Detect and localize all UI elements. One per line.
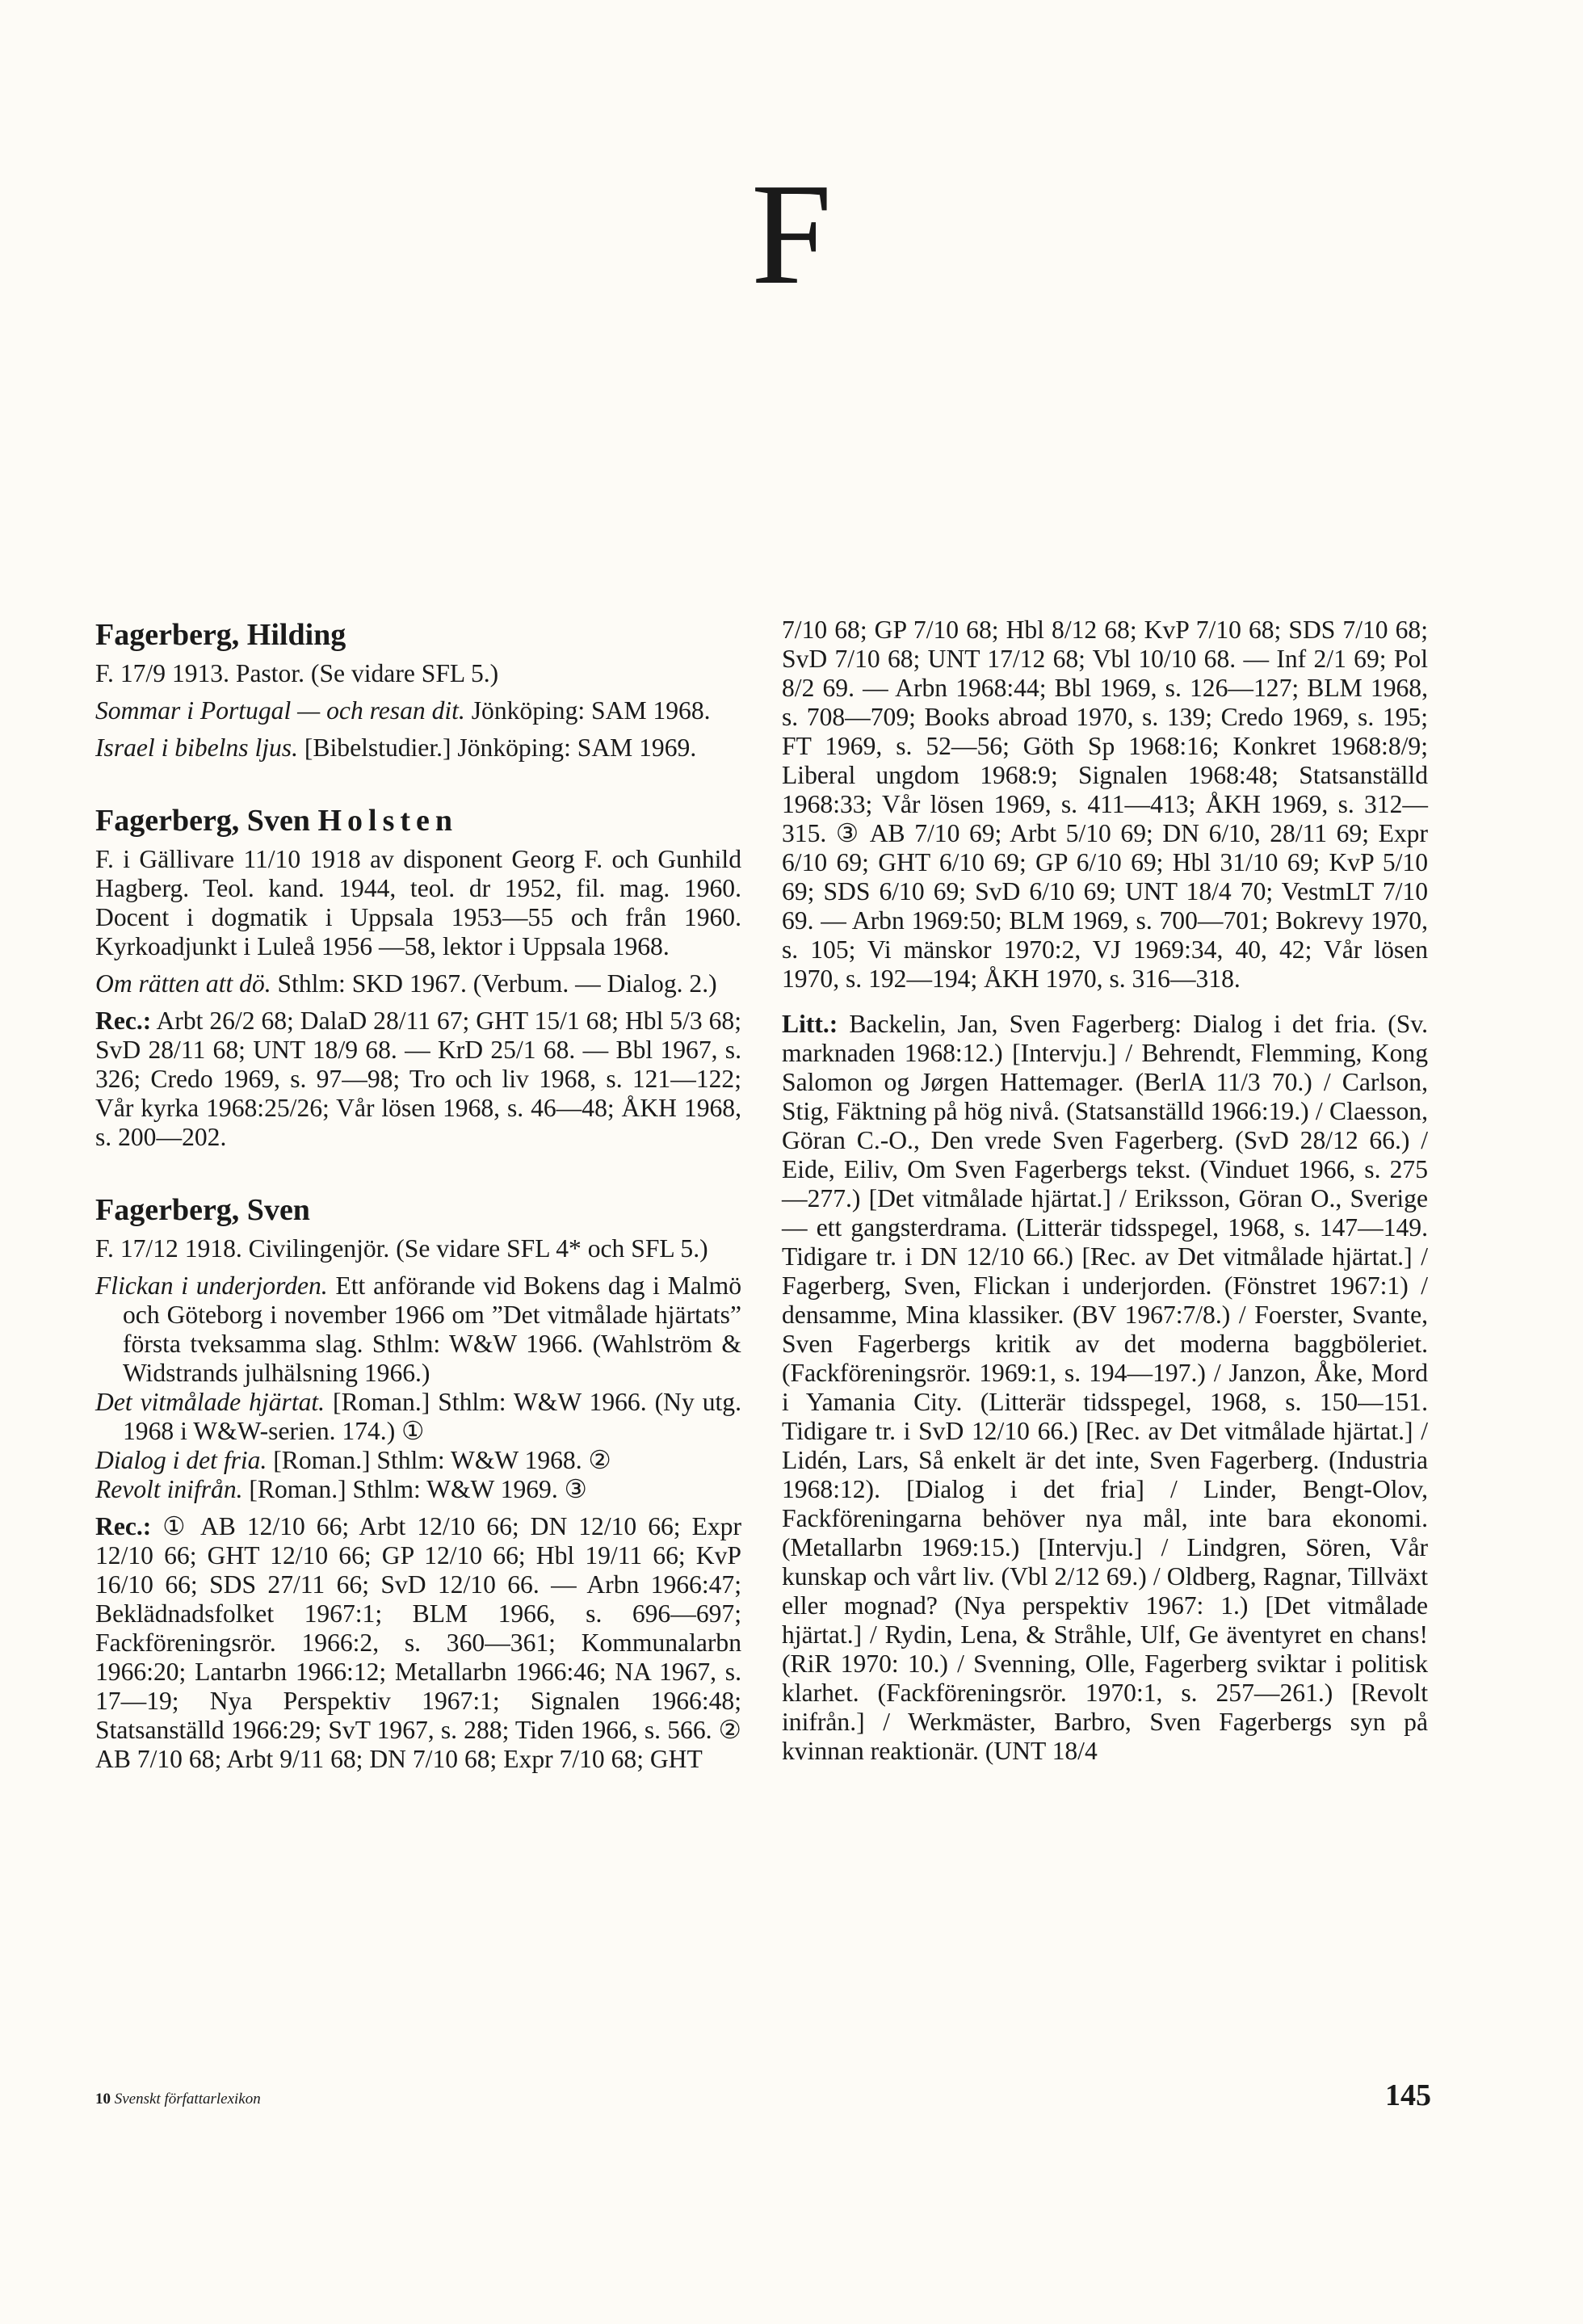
heading-main: Fagerberg, Sven bbox=[95, 804, 318, 838]
work-title: Dialog i det fria. bbox=[95, 1446, 267, 1474]
work-details: [Roman.] Sthlm: W&W 1969. ③ bbox=[242, 1475, 587, 1503]
work-item bbox=[95, 1388, 741, 1446]
entry-fagerberg-hilding bbox=[95, 616, 741, 763]
entry-fagerberg-sven-holsten bbox=[95, 801, 741, 1152]
work-title: Revolt inifrån. bbox=[95, 1475, 243, 1503]
work-title: Om rätten att dö. bbox=[95, 969, 271, 998]
work-details: [Roman.] Sthlm: W&W 1968. ② bbox=[267, 1446, 611, 1474]
heading-spaced: Holsten bbox=[317, 804, 459, 838]
work-title: Det vitmålade hjärtat. bbox=[95, 1388, 325, 1416]
entry-fagerberg-sven bbox=[95, 1191, 741, 1774]
work-details: [Roman.] Sthlm: W&W 1966. (Ny utg. 1968 i W&W-serien. 174.) ① bbox=[123, 1388, 741, 1445]
section-letter: F bbox=[750, 153, 833, 314]
signature-number: 10 bbox=[95, 2091, 111, 2108]
entry-heading: Fagerberg, Sven bbox=[95, 1193, 310, 1227]
work-details: [Bibelstudier.] Jönköping: SAM 1969. bbox=[298, 733, 697, 762]
work-details: Ett anförande vid Bokens dag i Malmö och Göteborg i november 1966 om ”Det vitmålade hjärtats” första tveksamma slag. Sthlm: W&W 1966. (Wahlström & Widstrands julhälsning 1966.) bbox=[123, 1271, 741, 1387]
reviews-label: Rec.: bbox=[95, 1512, 152, 1540]
work-item bbox=[95, 969, 741, 998]
work-item bbox=[95, 733, 741, 763]
literature-label: Litt.: bbox=[782, 1010, 838, 1038]
work-item bbox=[95, 1475, 741, 1504]
literature bbox=[782, 1010, 1428, 1766]
reviews-label: Rec.: bbox=[95, 1007, 152, 1035]
work-title: Israel i bibelns ljus. bbox=[95, 733, 298, 762]
footer-signature bbox=[95, 2091, 261, 2108]
work-item bbox=[95, 1271, 741, 1388]
work-item bbox=[95, 696, 741, 725]
entry-heading bbox=[95, 801, 741, 840]
right-column bbox=[782, 616, 1428, 1774]
reviews-text: Arbt 26/2 68; DalaD 28/11 67; GHT 15/1 68; Hbl 5/3 68; SvD 28/11 68; UNT 18/9 68. — KrD 25/1 68. — Bbl 1967, s. 326; Credo 1969, s. 97—98; Tro och liv 1968, s. 121—122; Vår kyrka 1968:25/26; Vår lösen 1968, s. 46—48; ÅKH 1968, s. 200—202. bbox=[95, 1007, 741, 1151]
entry-bio: F. 17/12 1918. Civilingenjör. (Se vidare SFL 4* och SFL 5.) bbox=[95, 1234, 708, 1263]
reviews bbox=[95, 1007, 741, 1152]
reviews bbox=[95, 1512, 741, 1774]
signature-text: Svenskt författarlexikon bbox=[114, 2091, 261, 2108]
entry-bio: F. 17/9 1913. Pastor. (Se vidare SFL 5.) bbox=[95, 659, 499, 687]
work-title: Flickan i underjorden. bbox=[95, 1271, 328, 1300]
entry-heading: Fagerberg, Hilding bbox=[95, 618, 346, 652]
left-column bbox=[95, 616, 741, 1813]
work-title: Sommar i Portugal — och resan dit. bbox=[95, 696, 465, 725]
work-details: Jönköping: SAM 1968. bbox=[464, 696, 711, 725]
work-item bbox=[95, 1446, 741, 1475]
reviews-continued: 7/10 68; GP 7/10 68; Hbl 8/12 68; KvP 7/10 68; SDS 7/10 68; SvD 7/10 68; UNT 17/12 68; Vbl 10/10 68. — Inf 2/1 69; Pol 8/2 69. — Arbn 1968:44; Bbl 1969, s. 126—127; BLM 1968, s. 708—709; Books abroad 1970, s. 139; Credo 1969, s. 195; FT 1969, s. 52—56; Göth Sp 1968:16; Konkret 1968:8/9; Liberal ungdom 1968:9; Signalen 1968:48; Statsanställd 1968:33; Vår lösen 1969, s. 411—413; ÅKH 1969, s. 312—315. ③ AB 7/10 69; Arbt 5/10 69; DN 6/10, 28/11 69; Expr 6/10 69; GHT 6/10 69; GP 6/10 69; Hbl 31/10 69; KvP 5/10 69; SDS 6/10 69; SvD 6/10 69; UNT 18/4 70; VestmLT 7/10 69. — Arbn 1969:50; BLM 1969, s. 700—701; Bokrevy 1970, s. 105; Vi mänskor 1970:2, VJ 1969:34, 40, 42; Vår lösen 1970, s. 192—194; ÅKH 1970, s. 316—318. bbox=[782, 616, 1428, 993]
reviews-text: ① AB 12/10 66; Arbt 12/10 66; DN 12/10 66; Expr 12/10 66; GHT 12/10 66; GP 12/10 66; Hbl 19/11 66; KvP 16/10 66; SDS 27/11 66; SvD 12/10 66. — Arbn 1966:47; Beklädnadsfolket 1967:1; BLM 1966, s. 696—697; Fackföreningsrör. 1966:2, s. 360—361; Kommunalarbn 1966:20; Lantarbn 1966:12; Metallarbn 1966:46; NA 1967, s. 17—19; Nya Perspektiv 1967:1; Signalen 1966:48; Statsanställd 1966:29; SvT 1967, s. 288; Tiden 1966, s. 566. ② AB 7/10 68; Arbt 9/11 68; DN 7/10 68; Expr 7/10 68; GHT bbox=[95, 1512, 741, 1773]
work-details: Sthlm: SKD 1967. (Verbum. — Dialog. 2.) bbox=[271, 969, 717, 998]
entry-bio: F. i Gällivare 11/10 1918 av disponent Georg F. och Gunhild Hagberg. Teol. kand. 1944, teol. dr 1952, fil. mag. 1960. Docent i dogmatik i Uppsala 1953—55 och från 1960. Kyrkoadjunkt i Luleå 1956 —58, lektor i Uppsala 1968. bbox=[95, 845, 741, 960]
page-number: 145 bbox=[1385, 2078, 1431, 2112]
literature-text: Backelin, Jan, Sven Fagerberg: Dialog i det fria. (Sv. marknaden 1968:12.) [Intervju.] / Behrendt, Flemming, Kong Salomon og Jørgen Hattemager. (BerlA 11/3 70.) / Carlson, Stig, Fäktning på hög nivå. (Statsanställd 1966:19.) / Claesson, Göran C.-O., Den vrede Sven Fagerberg. (SvD 28/12 66.) / Eide, Eiliv, Om Sven Fagerbergs tekst. (Vinduet 1966, s. 275—277.) [Det vitmålade hjärtat.] / Eriksson, Göran O., Sverige — ett gangsterdrama. (Litterär tidsspegel, 1968, s. 147—149. Tidigare tr. i DN 12/10 66.) [Rec. av Det vitmålade hjärtat.] / Fagerberg, Sven, Flickan i underjorden. (Fönstret 1967:1) / densamme, Mina klassiker. (BV 1967:7/8.) / Foerster, Svante, Sven Fagerbergs kritik av det moderna baggböleriet. (Fackföreningsrör. 1969:1, s. 194—197.) / Janzon, Åke, Mord i Yamania City. (Litterär tidsspegel, 1968, s. 150—151. Tidigare tr. i SvD 12/10 66.) [Rec. av Det vitmålade hjärtat.] / Lidén, Lars, Så enkelt är det inte, Sven Fagerberg. (Industria 1968:12). [Dialog i det fria] / Linder, Bengt-Olov, Fackföreningarna behöver nya mål, inte bara ekonomi. (Metallarbn 1969:15.) [Intervju.] / Lindgren, Sören, Vår kunskap och vårt liv. (Vbl 2/12 69.) / Oldberg, Ragnar, Tillväxt eller mognad? (Nya perspektiv 1967: 1.) [Det vitmålade hjärtat.] / Rydin, Lena, & Stråhle, Ulf, Ge äventyret en chans! (RiR 1970: 10.) / Svenning, Olle, Fagerberg sviktar i politisk klarhet. (Fackföreningsrör. 1970:1, s. 257—261.) [Revolt inifrån.] / Werkmäster, Barbro, Sven Fagerbergs syn på kvinnan reaktionär. (UNT 18/4 bbox=[782, 1010, 1428, 1765]
